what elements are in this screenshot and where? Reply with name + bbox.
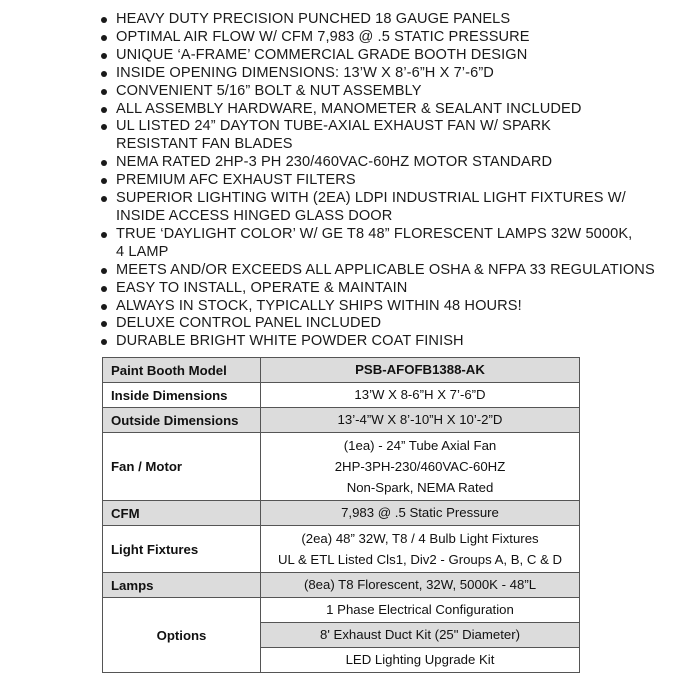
feature-item: ALWAYS IN STOCK, TYPICALLY SHIPS WITHIN 48 HOURS! [100, 298, 690, 316]
fan-line: (1ea) - 24” Tube Axial Fan [343, 438, 497, 453]
feature-item: HEAVY DUTY PRECISION PUNCHED 18 GAUGE PANELS [100, 11, 690, 29]
feature-item: MEETS AND/OR EXCEEDS ALL APPLICABLE OSHA & NFPA 33 REGULATIONS [100, 262, 690, 280]
option-item: LED Lighting Upgrade Kit [261, 648, 580, 673]
table-row [103, 598, 580, 623]
table-row [103, 526, 580, 573]
feature-item: UL LISTED 24” DAYTON TUBE-AXIAL EXHAUST FAN W/ SPARK RESISTANT FAN BLADES [100, 118, 636, 154]
feature-item: EASY TO INSTALL, OPERATE & MAINTAIN [100, 280, 690, 298]
table-row [103, 433, 580, 501]
model-number: PSB-AFOFB1388-AK [261, 358, 580, 383]
feature-list [100, 11, 690, 351]
row-label: Light Fixtures [103, 526, 261, 573]
feature-item: OPTIMAL AIR FLOW W/ CFM 7,983 @ .5 STATIC PRESSURE [100, 29, 690, 47]
fan-line: Non-Spark, NEMA Rated [346, 480, 494, 495]
table-row [103, 383, 580, 408]
light-fixtures-value [261, 526, 580, 573]
feature-item: ALL ASSEMBLY HARDWARE, MANOMETER & SEALANT INCLUDED [100, 101, 690, 119]
option-item: 8' Exhaust Duct Kit (25" Diameter) [261, 623, 580, 648]
feature-item: SUPERIOR LIGHTING WITH (2EA) LDPI INDUSTRIAL LIGHT FIXTURES W/ INSIDE ACCESS HINGED GLASS DOOR [100, 190, 636, 226]
table-row [103, 358, 580, 383]
feature-item: TRUE ‘DAYLIGHT COLOR’ W/ GE T8 48” FLORESCENT LAMPS 32W 5000K, 4 LAMP [100, 226, 636, 262]
table-row [103, 573, 580, 598]
option-item: 1 Phase Electrical Configuration [261, 598, 580, 623]
feature-item: INSIDE OPENING DIMENSIONS: 13’W X 8’-6”H X 7’-6”D [100, 65, 690, 83]
row-label: Inside Dimensions [103, 383, 261, 408]
inside-dimensions-value: 13’W X 8-6”H X 7’-6”D [261, 383, 580, 408]
table-row [103, 408, 580, 433]
feature-item: NEMA RATED 2HP-3 PH 230/460VAC-60HZ MOTOR STANDARD [100, 154, 690, 172]
row-label: Outside Dimensions [103, 408, 261, 433]
row-label: CFM [103, 501, 261, 526]
cfm-value: 7,983 @ .5 Static Pressure [261, 501, 580, 526]
row-label: Paint Booth Model [103, 358, 261, 383]
feature-item: DELUXE CONTROL PANEL INCLUDED [100, 315, 690, 333]
outside-dimensions-value: 13’-4”W X 8’-10”H X 10’-2”D [261, 408, 580, 433]
light-line: UL & ETL Listed Cls1, Div2 - Groups A, B, C & D [277, 552, 563, 567]
fan-motor-value [261, 433, 580, 501]
row-label: Fan / Motor [103, 433, 261, 501]
table-row [103, 501, 580, 526]
feature-item: UNIQUE ‘A-FRAME’ COMMERCIAL GRADE BOOTH DESIGN [100, 47, 690, 65]
lamps-value: (8ea) T8 Florescent, 32W, 5000K - 48”L [261, 573, 580, 598]
light-line: (2ea) 48” 32W, T8 / 4 Bulb Light Fixtures [301, 531, 539, 546]
feature-item: DURABLE BRIGHT WHITE POWDER COAT FINISH [100, 333, 690, 351]
feature-item: CONVENIENT 5/16” BOLT & NUT ASSEMBLY [100, 83, 690, 101]
row-label: Lamps [103, 573, 261, 598]
spec-table [102, 357, 580, 673]
feature-item: PREMIUM AFC EXHAUST FILTERS [100, 172, 690, 190]
fan-line: 2HP-3PH-230/460VAC-60HZ [334, 459, 506, 474]
row-label: Options [103, 598, 261, 673]
